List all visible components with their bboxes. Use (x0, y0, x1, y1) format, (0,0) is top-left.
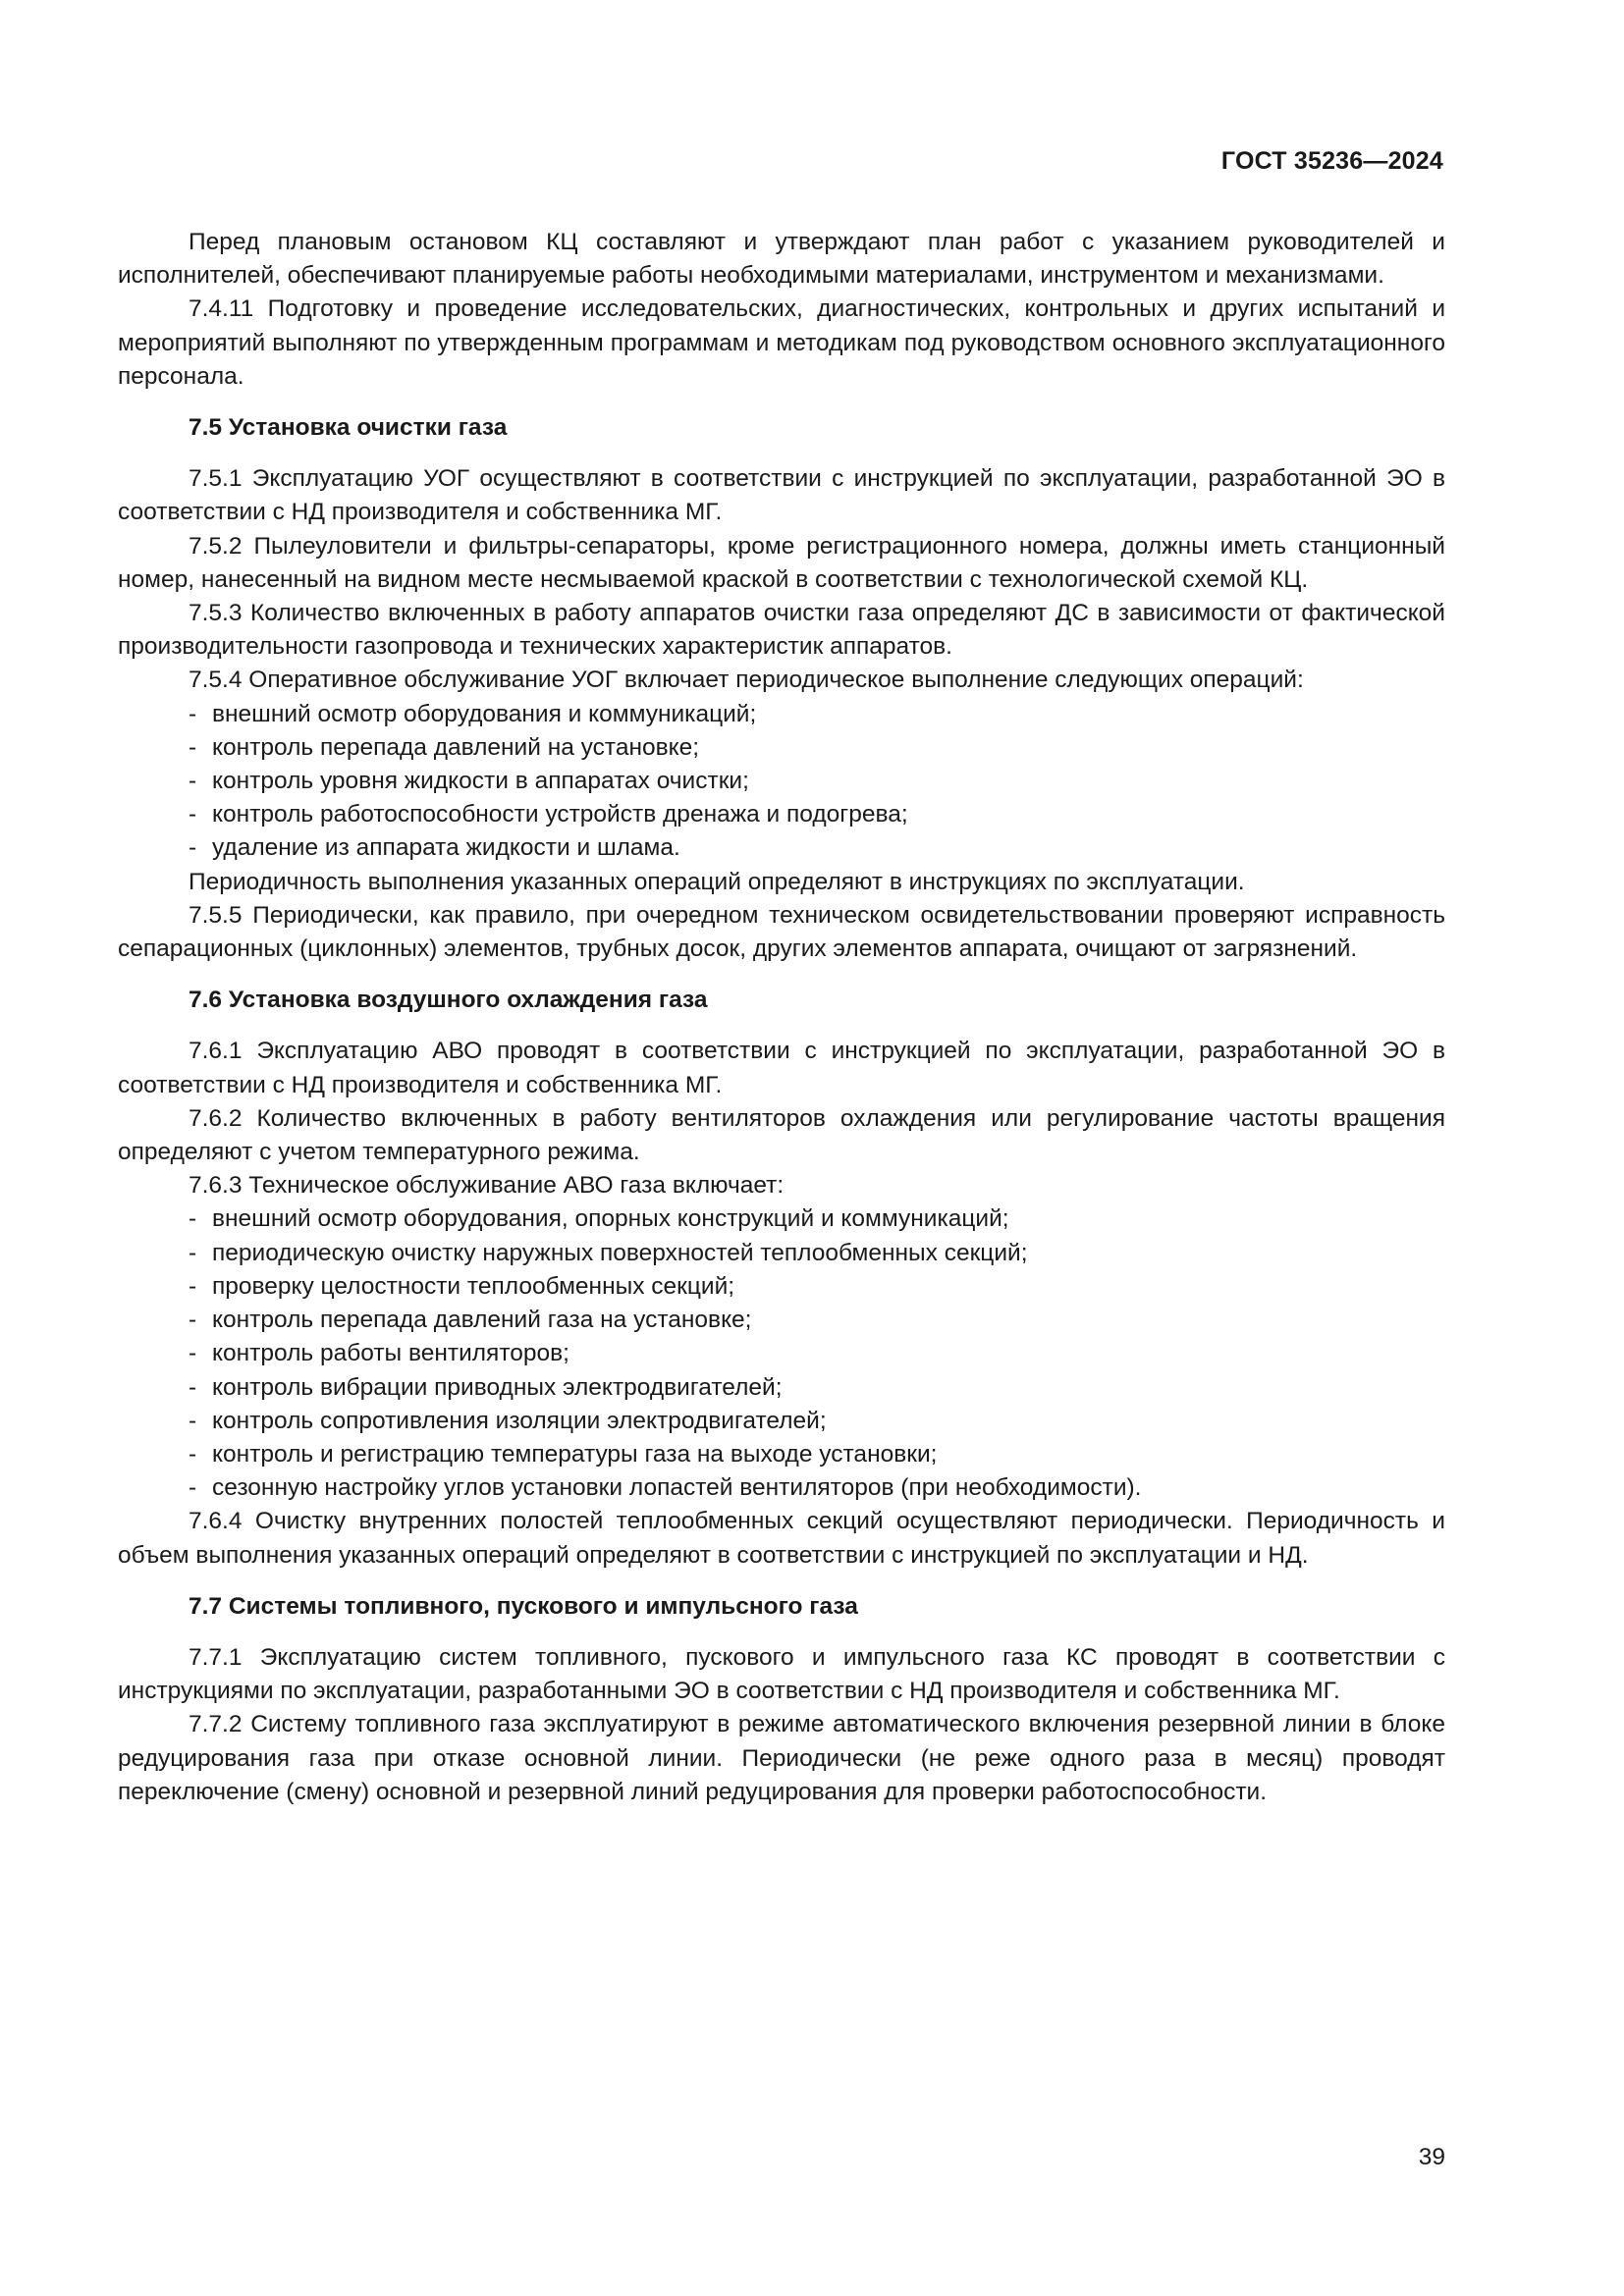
paragraph-7-7-1: 7.7.1 Эксплуатацию систем топливного, пускового и импульсного газа КС проводят в соответствии с инструкциями по эксплуатации, разработанными ЭО в соответствии с НД производителя и собственника МГ. (118, 1643, 1445, 1705)
paragraph-7-6-1: 7.6.1 Эксплуатацию АВО проводят в соответствии с инструкцией по эксплуатации, разработанной ЭО в соответствии с НД производителя и собственника МГ. (118, 1038, 1445, 1098)
paragraph-7-5-1: 7.5.1 Эксплуатацию УОГ осуществляют в соответствии с инструкцией по эксплуатации, разработанной ЭО в соответствии с НД производителя и собственника МГ. (118, 465, 1445, 526)
paragraph-7-5-2: 7.5.2 Пылеуловители и фильтры-сепараторы, кроме регистрационного номера, должны иметь станционный номер, нанесенный на видном месте несмываемой краской в соответствии с технологической схемой КЦ. (118, 532, 1445, 593)
paragraph-7-7-2: 7.7.2 Систему топливного газа эксплуатируют в режиме автоматического включения резервной линии в блоке редуцирования газа при отказе основной линии. Периодически (не реже одного раза в месяц) проводят переключение (смену) основной и резервной линий редуцирования для проверки работоспособности. (118, 1711, 1445, 1805)
section-heading-7-5: 7.5 Установка очистки газа (189, 414, 508, 442)
page-number: 39 (1418, 2144, 1445, 2170)
paragraph-7-5-3: 7.5.3 Количество включенных в работу аппаратов очистки газа определяют ДС в зависимости от фактической производительности газопровода и технических характеристик аппаратов. (118, 600, 1445, 661)
list-item: - внешний осмотр оборудования и коммуникаций; (189, 700, 757, 727)
paragraph-shutdown-plan: Перед плановым остановом КЦ составляют и утверждают план работ с указанием руководителей и исполнителей, обеспечивают планируемые работы необходимыми материалами, инструментом и механизмами. (118, 229, 1445, 290)
list-item: - контроль работы вентиляторов; (189, 1340, 569, 1367)
section-heading-7-6: 7.6 Установка воздушного охлаждения газа (189, 987, 708, 1014)
list-item: - контроль и регистрацию температуры газа на выходе установки; (189, 1440, 938, 1468)
operations-list-7-5-4 (118, 698, 1445, 866)
paragraph-7-5-4: 7.5.4 Оперативное обслуживание УОГ включает периодическое выполнение следующих операций: (189, 667, 1304, 694)
paragraph-7-6-3: 7.6.3 Техническое обслуживание АВО газа включает: (189, 1172, 785, 1200)
paragraph-7-4-11: 7.4.11 Подготовку и проведение исследовательских, диагностических, контрольных и других испытаний и мероприятий выполняют по утвержденным программам и методикам под руководством основного эксплуатационного персонала. (118, 295, 1445, 390)
list-item: - проверку целостности теплообменных секций; (189, 1272, 735, 1300)
list-item: - контроль перепада давлений газа на установке; (189, 1307, 752, 1334)
paragraph-7-6-2: 7.6.2 Количество включенных в работу вентиляторов охлаждения или регулирование частоты вращения определяют с учетом температурного режима. (118, 1104, 1445, 1166)
list-item: - контроль перепада давлений на установке; (189, 733, 700, 761)
paragraph-7-6-4: 7.6.4 Очистку внутренних полостей теплообменных секций осуществляют периодически. Периодичность и объем выполнения указанных операций определяют в соответствии с инструкцией по эксплуатации и НД. (118, 1508, 1445, 1569)
list-item: - контроль вибрации приводных электродвигателей; (189, 1373, 783, 1401)
list-item: - сезонную настройку углов установки лопастей вентиляторов (при необходимости). (189, 1474, 1142, 1502)
list-item: - контроль сопротивления изоляции электродвигателей; (189, 1407, 827, 1434)
paragraph-7-5-5: 7.5.5 Периодически, как правило, при очередном техническом освидетельствовании проверяют исправность сепарационных (циклонных) элементов, трубных досок, других элементов аппарата, очищают от загрязнений. (118, 901, 1445, 963)
section-heading-7-7: 7.7 Системы топливного, пускового и импульсного газа (189, 1592, 858, 1620)
list-item: - периодическую очистку наружных поверхностей теплообменных секций; (189, 1239, 1028, 1266)
standard-code: ГОСТ 35236—2024 (1220, 147, 1443, 175)
maintenance-list-7-6-3 (118, 1202, 1445, 1505)
list-item: - контроль уровня жидкости в аппаратах очистки; (189, 768, 749, 795)
list-item: - контроль работоспособности устройств дренажа и подогрева; (189, 801, 908, 828)
document-body (118, 226, 1445, 1809)
list-item: - внешний осмотр оборудования, опорных конструкций и коммуникаций; (189, 1205, 1009, 1233)
list-item: - удаление из аппарата жидкости и шлама. (189, 834, 680, 862)
paragraph-periodicity: Периодичность выполнения указанных операций определяют в инструкциях по эксплуатации. (189, 868, 1245, 895)
